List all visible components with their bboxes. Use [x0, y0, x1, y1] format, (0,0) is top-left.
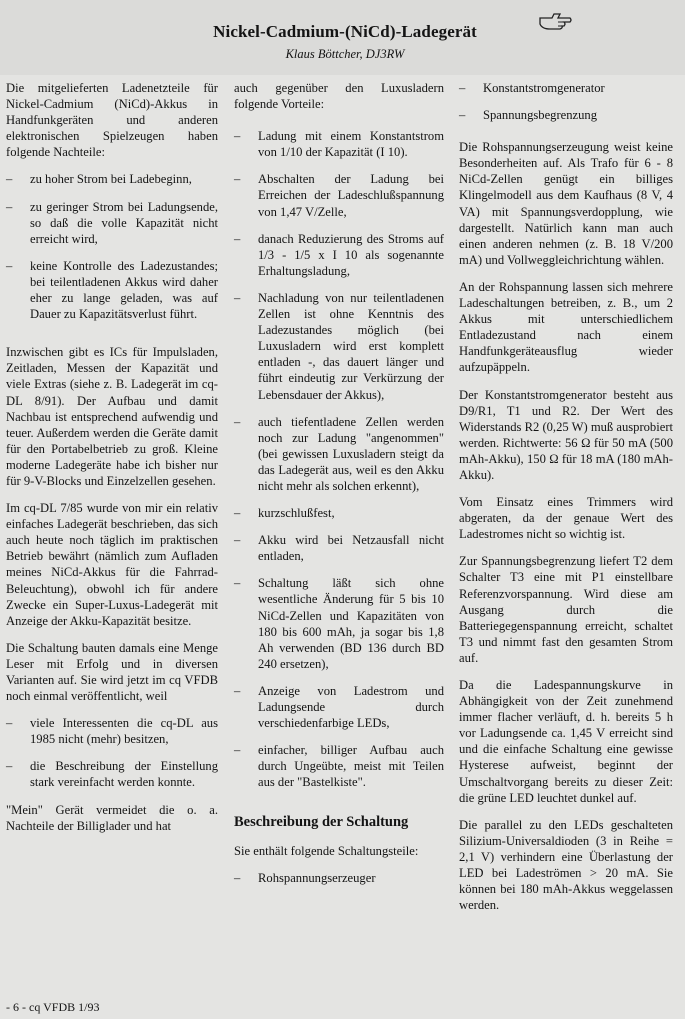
list-item: – die Beschreibung der Einstellung stark vereinfacht werden konnte.	[6, 759, 218, 790]
paragraph: Sie enthält folgende Schaltungsteile:	[234, 843, 419, 858]
list-item: – Spannungsbegrenzung	[459, 108, 598, 123]
paragraph: Die Schaltung bauten damals eine Menge Leser mit Erfolg und in diversen Varianten auf. Sie wird jetzt im cq VFDB noch einmal veröffentlicht, weil	[6, 640, 218, 704]
column-2	[234, 80, 444, 897]
article-author: Klaus Böttcher, DJ3RW	[285, 47, 405, 61]
paragraph: Die parallel zu den LEDs geschalteten Silizium-Universaldioden (3 in Reihe = 2,1 V) verhindern eine Überlastung der LED bei Ladeströmen > 20 mA. Sie können bei 180 mAh-Akkus weggelassen werden.	[459, 817, 673, 913]
list-item: – Abschalten der Ladung bei Erreichen der Ladeschlußspannung von 1,47 V/Zelle,	[234, 172, 444, 219]
paragraph: "Mein" Gerät vermeidet die o. a. Nachteile der Billiglader und hat	[6, 802, 218, 833]
list-item: – zu geringer Strom bei Ladungsende, so daß die volle Kapazität nicht erreicht wird,	[6, 199, 218, 246]
column-1	[6, 80, 218, 845]
list-item: – Schaltung läßt sich ohne wesentliche Änderung für 5 bis 10 NiCd-Zellen und Kapazitäten von 180 bis 600 mAh, ja sogar bis 1,8 Ah verwenden (BD 136 durch BD 240 ersetzen),	[234, 576, 444, 671]
paragraph: Im cq-DL 7/85 wurde von mir ein relativ einfaches Ladegerät beschrieben, das sich auch heute noch täglich im praktischen Betrieb bewährt (nämlich zum Aufladen meines NiCd-Akkus für die Fahrrad-Beleuchtung), obwohl ich für andere Zwecke ein Super-Luxus-Ladegerät mit Anzeige der Akku-Kapazität besitze.	[6, 501, 218, 628]
list-item: – Rohspannungserzeuger	[234, 870, 376, 885]
list-item: – danach Reduzierung des Stroms auf 1/3 - 1/5 x I 10 als sogenannte Erhaltungsladung,	[234, 231, 444, 278]
paragraph: Vom Einsatz eines Trimmers wird abgeraten, da der genaue Wert des Ladestromes nicht so wichtig ist.	[459, 495, 673, 542]
article-title: Nickel-Cadmium-(NiCd)-Ladegerät	[213, 22, 477, 41]
paragraph: An der Rohspannung lassen sich mehrere Ladeschaltungen betreiben, z. B., um 2 Akkus mit unterschiedlichem Entladezustand nach einem Handfunkgeräteausflug wieder aufzupäppeln.	[459, 279, 673, 375]
list-item: – Ladung mit einem Konstantstrom von 1/10 der Kapazität (I 10).	[234, 129, 444, 160]
column-3	[459, 80, 673, 924]
paragraph: Inzwischen gibt es ICs für Impulsladen, Zeitladen, Messen der Kapazität und viele Extras (siehe z. B. Ladegerät im cq-DL 8/91). Der Aufbau und damit Nachbau ist entsprechend aufwendig und teuer. Außerdem werden die Geräte damit für den Portabelbetrieb zu groß. Kleine moderne Ladegeräte habe ich bisher nur für 9-V-Blocks und Einzelzellen gesehen.	[6, 345, 218, 488]
section-heading: Beschreibung der Schaltung	[234, 814, 409, 831]
paragraph: Da die Ladespannungskurve in Abhängigkeit von der Zeit zunehmend immer flacher verläuft, d. h. bereits 5 h vor Ladungsende ca. 1,45 V erreicht sind und die einfache Schaltung eine gewisse Hysterese aufweist, beginnt der Umschaltvorgang bereits zu dieser Zeit: die grüne LED leuchtet dunkel auf.	[459, 678, 673, 805]
list-item: – Nachladung von nur teilentladenen Zellen ist ohne Kenntnis des Ladezustandes möglich (bei Luxusladern wird erst komplett entladen -, das dauert länger und führt eindeutig zur Verkürzung der Lebensdauer der Akkus),	[234, 290, 444, 402]
list-item: – keine Kontrolle des Ladezustandes; bei teilentladenen Akkus wird daher eher zu lange geladen, was auf Dauer zu Kapazitätsverlust führt.	[6, 258, 218, 322]
list-item: – Akku wird bei Netzausfall nicht entladen,	[234, 533, 444, 564]
page-footer: - 6 - cq VFDB 1/93	[6, 1000, 100, 1014]
paragraph: Die Rohspannungserzeugung weist keine Besonderheiten auf. Als Trafo für 6 - 8 NiCd-Zellen genügt ein billiges Klingelmodell aus dem Kaufhaus (8 V, 4 VA) mit Spannungsverdopplung, wie dargestellt. Natürlich kann man auch einen anderen nehmen (z. B. 18 V/200 mA) und Vollweggleichrichtung wählen.	[459, 140, 673, 267]
list-item: – Konstantstromgenerator	[459, 81, 605, 95]
pointing-hand-icon	[538, 10, 574, 32]
paragraph: auch gegenüber den Luxusladern folgende Vorteile:	[234, 81, 444, 112]
paragraph: Die mitgelieferten Ladenetzteile für Nickel-Cadmium (NiCd)-Akkus in Handfunkgeräten und anderen elektronischen Spielzeugen haben folgende Nachteile:	[6, 81, 218, 160]
list-item: – auch tiefentladene Zellen werden noch zur Ladung "angenommen" (bei gewissen Luxusladern steigt da das Ladegerät aus, weil es den Akku nicht mehr als solchen erkennt),	[234, 414, 444, 493]
list-item: – einfacher, billiger Aufbau auch durch Ungeübte, meist mit Teilen aus der "Bastelkiste".	[234, 743, 444, 790]
paragraph: Zur Spannungsbegrenzung liefert T2 dem Schalter T3 eine mit P1 einstellbare Referenzvorspannung. Wird diese am Ausgang durch die Batteriegegenspannung erreicht, schaltet T3 und nimmt fast den gesamten Strom auf.	[459, 554, 673, 665]
list-item: – Anzeige von Ladestrom und Ladungsende durch verschiedenfarbige LEDs,	[234, 683, 444, 731]
paragraph: Der Konstantstromgenerator besteht aus D9/R1, T1 und R2. Der Wert des Widerstands R2 (0,25 W) muß ausprobiert werden. Richtwerte: 56 Ω für 50 mA (500 mAh-Akku), 150 Ω für 18 mA (180 mAh-Akku).	[459, 387, 674, 482]
list-item: – zu hoher Strom bei Ladebeginn,	[6, 172, 192, 187]
list-item: – viele Interessenten die cq-DL aus 1985 nicht (mehr) besitzen,	[6, 716, 218, 747]
list-item: – kurzschlußfest,	[234, 506, 335, 521]
